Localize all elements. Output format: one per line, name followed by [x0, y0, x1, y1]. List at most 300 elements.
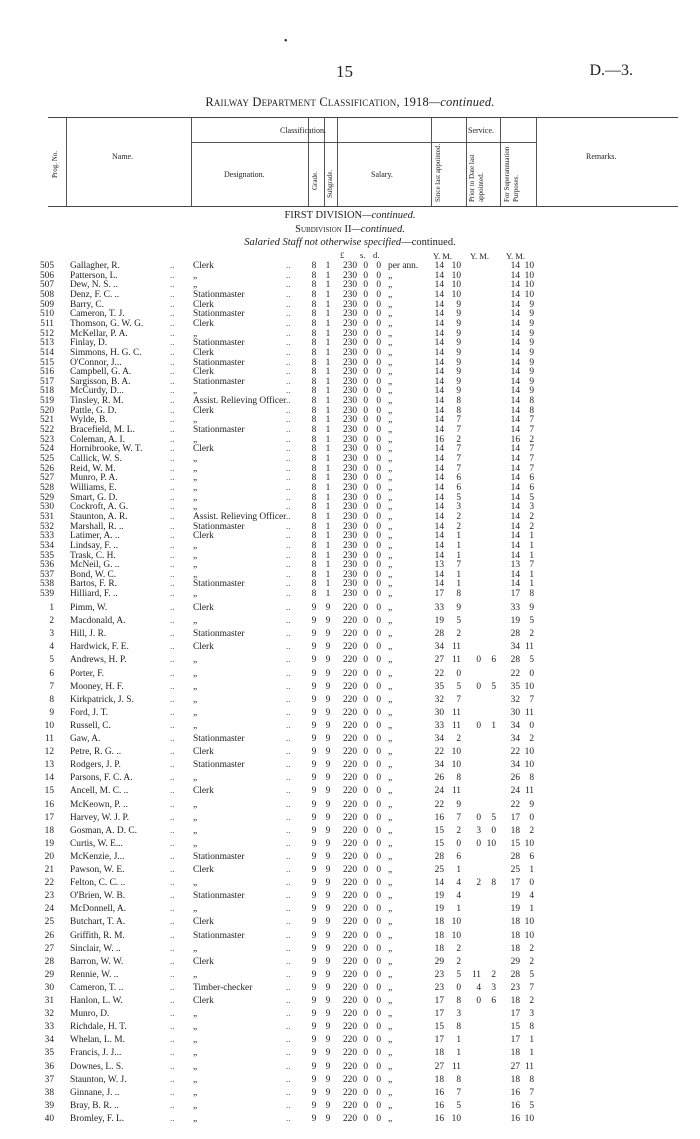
cell-super-years: 23: [510, 982, 520, 993]
cell-prog-no: 11: [44, 734, 54, 744]
cell-since-months: 4: [456, 878, 461, 889]
cell-salary: 220: [342, 851, 357, 862]
cell-super-years: 14: [510, 405, 520, 416]
cell-grade: 8: [311, 540, 317, 551]
cell-period: „: [388, 386, 393, 397]
cell-grade: 8: [311, 531, 317, 542]
header-for-super: For Superannuation Purposes.: [503, 146, 520, 202]
cell-salary: 220: [342, 655, 357, 666]
cell-name: Kirkpatrick, J. S.: [70, 694, 134, 705]
cell-salary: 220: [342, 1009, 357, 1020]
cell-designation: „: [193, 838, 198, 849]
cell-name: Finlay, D.: [70, 338, 108, 349]
table-row: [0, 1021, 700, 1033]
cell-prog-no: 15: [44, 786, 54, 797]
leader-dots: ..: [170, 1061, 175, 1072]
cell-salary: 230: [342, 376, 357, 387]
cell-prog-no: 518: [39, 386, 54, 397]
cell-designation: Stationmaster: [193, 891, 245, 902]
cell-since-years: 16: [434, 1113, 444, 1124]
cell-grade: 8: [311, 280, 317, 291]
cell-pence: 0: [376, 681, 381, 692]
cell-salary: 230: [342, 569, 357, 580]
cell-prior-months: 5: [491, 681, 496, 692]
cell-super-months: 9: [529, 318, 534, 329]
cell-since-months: 5: [456, 681, 461, 692]
cell-salary: 220: [342, 943, 357, 954]
cell-grade: 8: [311, 386, 317, 397]
leader-dots: ..: [286, 943, 291, 954]
cell-prog-no: 32: [44, 1009, 54, 1020]
cell-super-years: 14: [510, 454, 520, 464]
cell-shillings: 0: [363, 434, 368, 445]
cell-subgrade: 9: [325, 1022, 331, 1033]
leader-dots: ..: [286, 261, 291, 271]
cell-since-months: 1: [456, 550, 461, 561]
table-row: [0, 681, 700, 693]
cell-grade: 9: [311, 1113, 317, 1124]
cell-super-months: 9: [529, 357, 534, 368]
leader-dots: ..: [286, 694, 291, 705]
leader-dots: ..: [286, 560, 291, 571]
cell-salary: 230: [342, 328, 357, 339]
cell-shillings: 0: [363, 969, 368, 980]
leader-dots: ..: [170, 891, 175, 902]
cell-subgrade: 9: [325, 681, 331, 692]
cell-pence: 0: [376, 878, 381, 889]
cell-period: „: [388, 799, 393, 810]
cell-salary: 220: [342, 707, 357, 718]
leader-dots: ..: [170, 720, 175, 731]
leader-dots: ..: [170, 904, 175, 915]
cell-shillings: 0: [363, 521, 368, 532]
cell-name: Porter, F.: [70, 668, 105, 679]
cell-subgrade: 1: [325, 473, 331, 484]
cell-super-months: 0: [529, 812, 534, 823]
cell-since-years: 34: [434, 642, 444, 653]
leader-dots: ..: [170, 280, 175, 291]
cell-grade: 9: [311, 996, 317, 1006]
cell-super-months: 1: [529, 865, 534, 875]
cell-since-months: 0: [456, 668, 461, 679]
cell-designation: „: [193, 502, 198, 513]
cell-super-years: 22: [510, 668, 520, 679]
cell-pence: 0: [376, 289, 381, 300]
cell-subgrade: 9: [325, 1035, 331, 1046]
leader-dots: ..: [286, 642, 291, 653]
cell-super-years: 14: [510, 579, 520, 590]
cell-pence: 0: [376, 773, 381, 784]
cell-prog-no: 519: [39, 396, 54, 407]
cell-subgrade: 9: [325, 720, 331, 731]
cell-period: „: [388, 405, 393, 416]
cell-since-years: 28: [434, 851, 444, 862]
cell-since-months: 0: [456, 838, 461, 849]
cell-salary: 230: [342, 560, 357, 571]
cell-designation: „: [193, 707, 198, 718]
subdivision-title: [0, 224, 700, 235]
leader-dots: ..: [170, 463, 175, 474]
cell-name: Parsons, F. C. A.: [70, 773, 133, 784]
table-row: [0, 746, 700, 758]
cell-super-months: 8: [529, 1074, 534, 1085]
cell-since-years: 14: [434, 482, 444, 493]
table-row: [0, 943, 700, 955]
cell-pence: 0: [376, 1113, 381, 1124]
leader-dots: ..: [170, 482, 175, 493]
cell-name: McNeil, G. ..: [70, 560, 120, 571]
cell-name: Munro, D.: [70, 1009, 110, 1020]
cell-designation: „: [193, 1061, 198, 1072]
cell-super-months: 10: [524, 261, 534, 271]
cell-super-months: 1: [529, 540, 534, 551]
cell-shillings: 0: [363, 812, 368, 823]
cell-subgrade: 9: [325, 1100, 331, 1111]
cell-pence: 0: [376, 668, 381, 679]
cell-prog-no: 22: [44, 878, 54, 889]
leader-dots: ..: [286, 569, 291, 580]
cell-grade: 8: [311, 309, 317, 320]
cell-salary: 220: [342, 917, 357, 928]
cell-grade: 9: [311, 956, 317, 967]
cell-period: „: [388, 1113, 393, 1124]
cell-since-years: 15: [434, 1022, 444, 1033]
cell-pence: 0: [376, 540, 381, 551]
leader-dots: ..: [170, 405, 175, 416]
cell-since-months: 7: [456, 463, 461, 474]
cell-grade: 8: [311, 338, 317, 349]
leader-dots: ..: [170, 1035, 175, 1046]
table-row: [0, 772, 700, 784]
leader-dots: ..: [286, 603, 291, 613]
cell-super-months: 9: [529, 338, 534, 349]
division-title-text: FIRST DIVISION: [284, 210, 363, 221]
cell-pence: 0: [376, 328, 381, 339]
cell-super-months: 2: [529, 943, 534, 954]
cell-since-years: 14: [434, 492, 444, 503]
cell-period: „: [388, 943, 393, 954]
cell-shillings: 0: [363, 707, 368, 718]
leader-dots: ..: [286, 299, 291, 310]
cell-prior-years: 4: [476, 982, 481, 993]
leader-dots: ..: [170, 270, 175, 281]
cell-salary: 220: [342, 616, 357, 627]
cell-designation: „: [193, 1113, 198, 1124]
cell-pence: 0: [376, 943, 381, 954]
cell-prog-no: 514: [39, 347, 54, 358]
cell-name: Williams, E.: [70, 482, 117, 493]
cell-pence: 0: [376, 720, 381, 731]
table-row: [0, 1034, 700, 1046]
cell-super-years: 27: [510, 1061, 520, 1072]
cell-since-months: 9: [456, 357, 461, 368]
leader-dots: ..: [286, 328, 291, 339]
cell-prog-no: 36: [44, 1061, 54, 1072]
cell-pence: 0: [376, 616, 381, 627]
cell-period: „: [388, 589, 393, 600]
cell-designation: Assist. Relieving Officer: [193, 511, 287, 522]
cell-super-years: 14: [510, 299, 520, 310]
cell-period: „: [388, 878, 393, 889]
cell-period: „: [388, 642, 393, 653]
leader-dots: ..: [286, 357, 291, 368]
leader-dots: ..: [286, 521, 291, 532]
cell-shillings: 0: [363, 540, 368, 551]
cell-designation: „: [193, 1048, 198, 1059]
cell-since-years: 26: [434, 773, 444, 784]
cell-super-months: 2: [529, 734, 534, 744]
cell-shillings: 0: [363, 415, 368, 426]
cell-super-months: 7: [529, 1087, 534, 1098]
cell-name: Ancell, M. C. ..: [70, 786, 129, 797]
cell-salary: 220: [342, 799, 357, 810]
cell-super-years: 34: [510, 760, 520, 771]
cell-pence: 0: [376, 521, 381, 532]
cell-period: „: [388, 812, 393, 823]
cell-prog-no: 515: [39, 357, 54, 368]
cell-salary: 230: [342, 299, 357, 310]
table-header: [48, 117, 678, 207]
cell-super-months: 5: [529, 1100, 534, 1111]
cell-grade: 8: [311, 589, 317, 600]
cell-prog-no: 38: [44, 1087, 54, 1098]
cell-period: „: [388, 357, 393, 368]
cell-salary: 230: [342, 521, 357, 532]
cell-grade: 9: [311, 1087, 317, 1098]
cell-super-months: 11: [524, 1061, 534, 1072]
cell-since-years: 15: [434, 825, 444, 836]
cell-prior-months: 8: [491, 878, 496, 889]
cell-prog-no: 26: [44, 930, 54, 941]
cell-grade: 9: [311, 838, 317, 849]
cell-pence: 0: [376, 367, 381, 378]
cell-grade: 8: [311, 502, 317, 513]
cell-designation: „: [193, 415, 198, 426]
cell-prior-years: 0: [476, 838, 481, 849]
cell-prog-no: 28: [44, 956, 54, 967]
cell-prog-no: 522: [39, 425, 54, 436]
cell-since-years: 29: [434, 956, 444, 967]
cell-name: Pimm, W.: [70, 603, 108, 613]
cell-name: Mooney, H. F.: [70, 681, 124, 692]
cell-grade: 9: [311, 878, 317, 889]
cell-designation: „: [193, 799, 198, 810]
cell-period: „: [388, 550, 393, 561]
table-row: [0, 812, 700, 824]
cell-since-months: 3: [456, 1009, 461, 1020]
leader-dots: ..: [170, 502, 175, 513]
leader-dots: ..: [286, 425, 291, 436]
cell-prog-no: 18: [44, 825, 54, 836]
cell-subgrade: 1: [325, 560, 331, 571]
cell-period: „: [388, 425, 393, 436]
cell-super-years: 34: [510, 720, 520, 731]
cell-pence: 0: [376, 1074, 381, 1085]
header-salary: Salary.: [371, 170, 393, 179]
leader-dots: ..: [286, 904, 291, 915]
cell-period: „: [388, 681, 393, 692]
cell-since-months: 1: [456, 540, 461, 551]
leader-dots: ..: [170, 616, 175, 627]
cell-grade: 9: [311, 1035, 317, 1046]
cell-shillings: 0: [363, 851, 368, 862]
cell-name: McCurdy, D...: [70, 386, 124, 397]
table-row: [0, 1113, 700, 1125]
cell-since-months: 10: [451, 261, 461, 271]
cell-grade: 9: [311, 786, 317, 797]
cell-salary: 220: [342, 681, 357, 692]
cell-subgrade: 1: [325, 569, 331, 580]
cell-subgrade: 1: [325, 396, 331, 407]
cell-shillings: 0: [363, 865, 368, 875]
cell-super-years: 14: [510, 376, 520, 387]
table-row: [0, 890, 700, 902]
leader-dots: ..: [170, 550, 175, 561]
cell-subgrade: 1: [325, 405, 331, 416]
cell-super-years: 32: [510, 694, 520, 705]
cell-since-months: 1: [456, 904, 461, 915]
leader-dots: ..: [170, 299, 175, 310]
cell-since-months: 2: [456, 825, 461, 836]
cell-shillings: 0: [363, 1035, 368, 1046]
table-row: [0, 995, 700, 1007]
cell-period: „: [388, 270, 393, 281]
cell-period: „: [388, 309, 393, 320]
leader-dots: ..: [286, 579, 291, 590]
cell-grade: 8: [311, 415, 317, 426]
cell-subgrade: 9: [325, 956, 331, 967]
cell-super-years: 14: [510, 540, 520, 551]
cell-super-months: 9: [529, 367, 534, 378]
cell-subgrade: 9: [325, 773, 331, 784]
leader-dots: ..: [286, 773, 291, 784]
cell-since-years: 16: [434, 1087, 444, 1098]
table-row: [0, 785, 700, 797]
cell-grade: 9: [311, 904, 317, 915]
cell-subgrade: 1: [325, 347, 331, 358]
cell-prog-no: 12: [44, 747, 54, 758]
cell-since-months: 11: [451, 1061, 461, 1072]
header-classification: Classification.: [280, 126, 326, 135]
cell-period: „: [388, 707, 393, 718]
cell-salary: 230: [342, 415, 357, 426]
cell-designation: „: [193, 569, 198, 580]
cell-grade: 9: [311, 1048, 317, 1059]
leader-dots: ..: [286, 1087, 291, 1098]
cell-name: Denz, F. C. ..: [70, 289, 120, 300]
leader-dots: ..: [170, 511, 175, 522]
cell-pence: 0: [376, 347, 381, 358]
cell-pence: 0: [376, 996, 381, 1006]
leader-dots: ..: [170, 521, 175, 532]
cell-since-months: 7: [456, 415, 461, 426]
cell-pence: 0: [376, 560, 381, 571]
cell-super-years: 14: [510, 396, 520, 407]
cell-grade: 9: [311, 943, 317, 954]
cell-shillings: 0: [363, 338, 368, 349]
cell-super-years: 16: [510, 1100, 520, 1111]
cell-shillings: 0: [363, 917, 368, 928]
leader-dots: ..: [170, 1048, 175, 1059]
cell-since-years: 18: [434, 930, 444, 941]
leader-dots: ..: [170, 878, 175, 889]
cell-shillings: 0: [363, 1009, 368, 1020]
cell-salary: 230: [342, 463, 357, 474]
cell-name: Staunton, W. J.: [70, 1074, 127, 1085]
cell-period: „: [388, 891, 393, 902]
cell-prog-no: 509: [39, 299, 54, 310]
cell-super-months: 7: [529, 444, 534, 455]
cell-since-months: 9: [456, 299, 461, 310]
cell-subgrade: 9: [325, 799, 331, 810]
cell-name: Richdale, H. T.: [70, 1022, 127, 1033]
cell-super-years: 14: [510, 280, 520, 291]
leader-dots: ..: [286, 405, 291, 416]
cell-since-years: 18: [434, 1074, 444, 1085]
cell-super-months: 6: [529, 851, 534, 862]
cell-super-months: 9: [529, 376, 534, 387]
cell-pence: 0: [376, 511, 381, 522]
cell-salary: 230: [342, 454, 357, 464]
cell-subgrade: 1: [325, 482, 331, 493]
cell-prog-no: 508: [39, 289, 54, 300]
leader-dots: ..: [286, 367, 291, 378]
table-row: [0, 707, 700, 719]
table-row: [0, 864, 700, 876]
table-row: [0, 720, 700, 732]
leader-dots: ..: [170, 851, 175, 862]
cell-since-months: 7: [456, 444, 461, 455]
cell-subgrade: 1: [325, 454, 331, 464]
table-row: [0, 668, 700, 680]
cell-prog-no: 532: [39, 521, 54, 532]
cell-shillings: 0: [363, 318, 368, 329]
cell-super-years: 17: [510, 878, 520, 889]
cell-designation: Clerk: [193, 917, 214, 928]
cell-super-years: 19: [510, 891, 520, 902]
cell-super-months: 9: [529, 299, 534, 310]
cell-salary: 220: [342, 1048, 357, 1059]
cell-salary: 220: [342, 956, 357, 967]
cell-grade: 9: [311, 1074, 317, 1085]
cell-grade: 9: [311, 930, 317, 941]
cell-pence: 0: [376, 1087, 381, 1098]
cell-salary: 220: [342, 668, 357, 679]
cell-name: Petre, R. G. ..: [70, 747, 122, 758]
leader-dots: ..: [286, 589, 291, 600]
cell-subgrade: 1: [325, 579, 331, 590]
cell-since-months: 7: [456, 454, 461, 464]
cell-pence: 0: [376, 917, 381, 928]
cell-pence: 0: [376, 629, 381, 640]
cell-since-years: 22: [434, 668, 444, 679]
cell-since-years: 14: [434, 521, 444, 532]
cell-super-years: 16: [510, 434, 520, 445]
cell-salary: 220: [342, 760, 357, 771]
cell-shillings: 0: [363, 734, 368, 744]
cell-designation: Clerk: [193, 747, 214, 758]
header-subgrade: Subgrade.: [326, 169, 334, 198]
leader-dots: ..: [286, 891, 291, 902]
cell-period: „: [388, 930, 393, 941]
cell-super-months: 9: [529, 328, 534, 339]
leader-dots: ..: [286, 396, 291, 407]
cell-prog-no: 4: [49, 642, 54, 653]
cell-salary: 230: [342, 425, 357, 436]
cell-since-months: 2: [456, 943, 461, 954]
cell-salary: 230: [342, 579, 357, 590]
cell-grade: 9: [311, 865, 317, 875]
